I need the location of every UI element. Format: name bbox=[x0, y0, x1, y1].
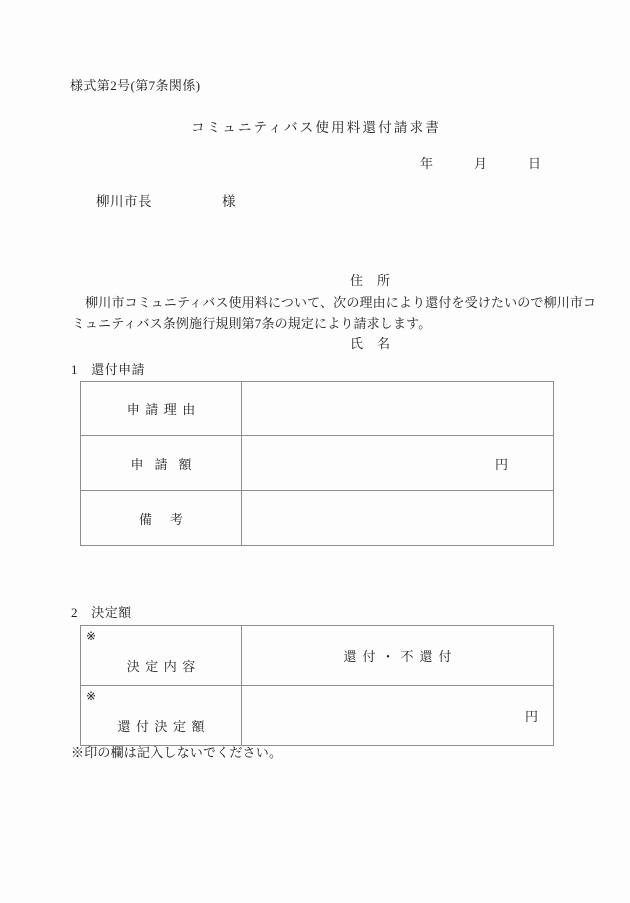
section-2-heading: 2 決定額 bbox=[71, 605, 132, 620]
asterisk-icon: ※ bbox=[86, 689, 97, 703]
date-line: 年 月 日 bbox=[420, 156, 542, 171]
table-row bbox=[81, 626, 554, 686]
name-label: 氏 名 bbox=[350, 336, 391, 351]
table-row bbox=[81, 436, 554, 491]
row-value-application-reason[interactable] bbox=[242, 382, 554, 436]
row-label-decision-content: ※ 決定内容 bbox=[81, 626, 242, 686]
refund-application-table bbox=[80, 381, 554, 546]
row-label-application-reason: 申請理由 bbox=[81, 382, 242, 436]
address-label: 住 所 bbox=[350, 273, 391, 288]
row-value-remarks[interactable] bbox=[242, 491, 554, 546]
decision-options-text: 還付・不還付 bbox=[343, 649, 458, 664]
addressee-line: 柳川市長 様 bbox=[96, 194, 236, 209]
body-line-2: ミュニティバス条例施行規則第7条の規定により請求します。 bbox=[72, 316, 432, 331]
body-paragraph bbox=[72, 292, 597, 334]
form-number: 様式第2号(第7条関係) bbox=[70, 78, 201, 93]
asterisk-icon: ※ bbox=[86, 629, 97, 643]
row-value-application-amount[interactable]: 円 bbox=[242, 436, 554, 491]
row-label-application-amount: 申請額 bbox=[81, 436, 242, 491]
table-row bbox=[81, 686, 554, 746]
table-row bbox=[81, 382, 554, 436]
row-label-remarks: 備考 bbox=[81, 491, 242, 546]
table-row bbox=[81, 491, 554, 546]
row-label-decided-refund-amount: ※ 還付決定額 bbox=[81, 686, 242, 746]
row-value-decision-content[interactable] bbox=[242, 626, 554, 686]
section-1-heading: 1 還付申請 bbox=[71, 362, 145, 377]
row-value-decided-refund-amount[interactable]: 円 bbox=[242, 686, 554, 746]
document-title: コミュニティバス使用料還付請求書 bbox=[191, 120, 442, 135]
body-line-1: 柳川市コミュニティバス使用料について、次の理由により還付を受けたいので柳川市コ bbox=[72, 295, 597, 310]
decision-amount-table bbox=[80, 625, 554, 746]
footnote-note: ※印の欄は記入しないでください。 bbox=[71, 745, 283, 760]
